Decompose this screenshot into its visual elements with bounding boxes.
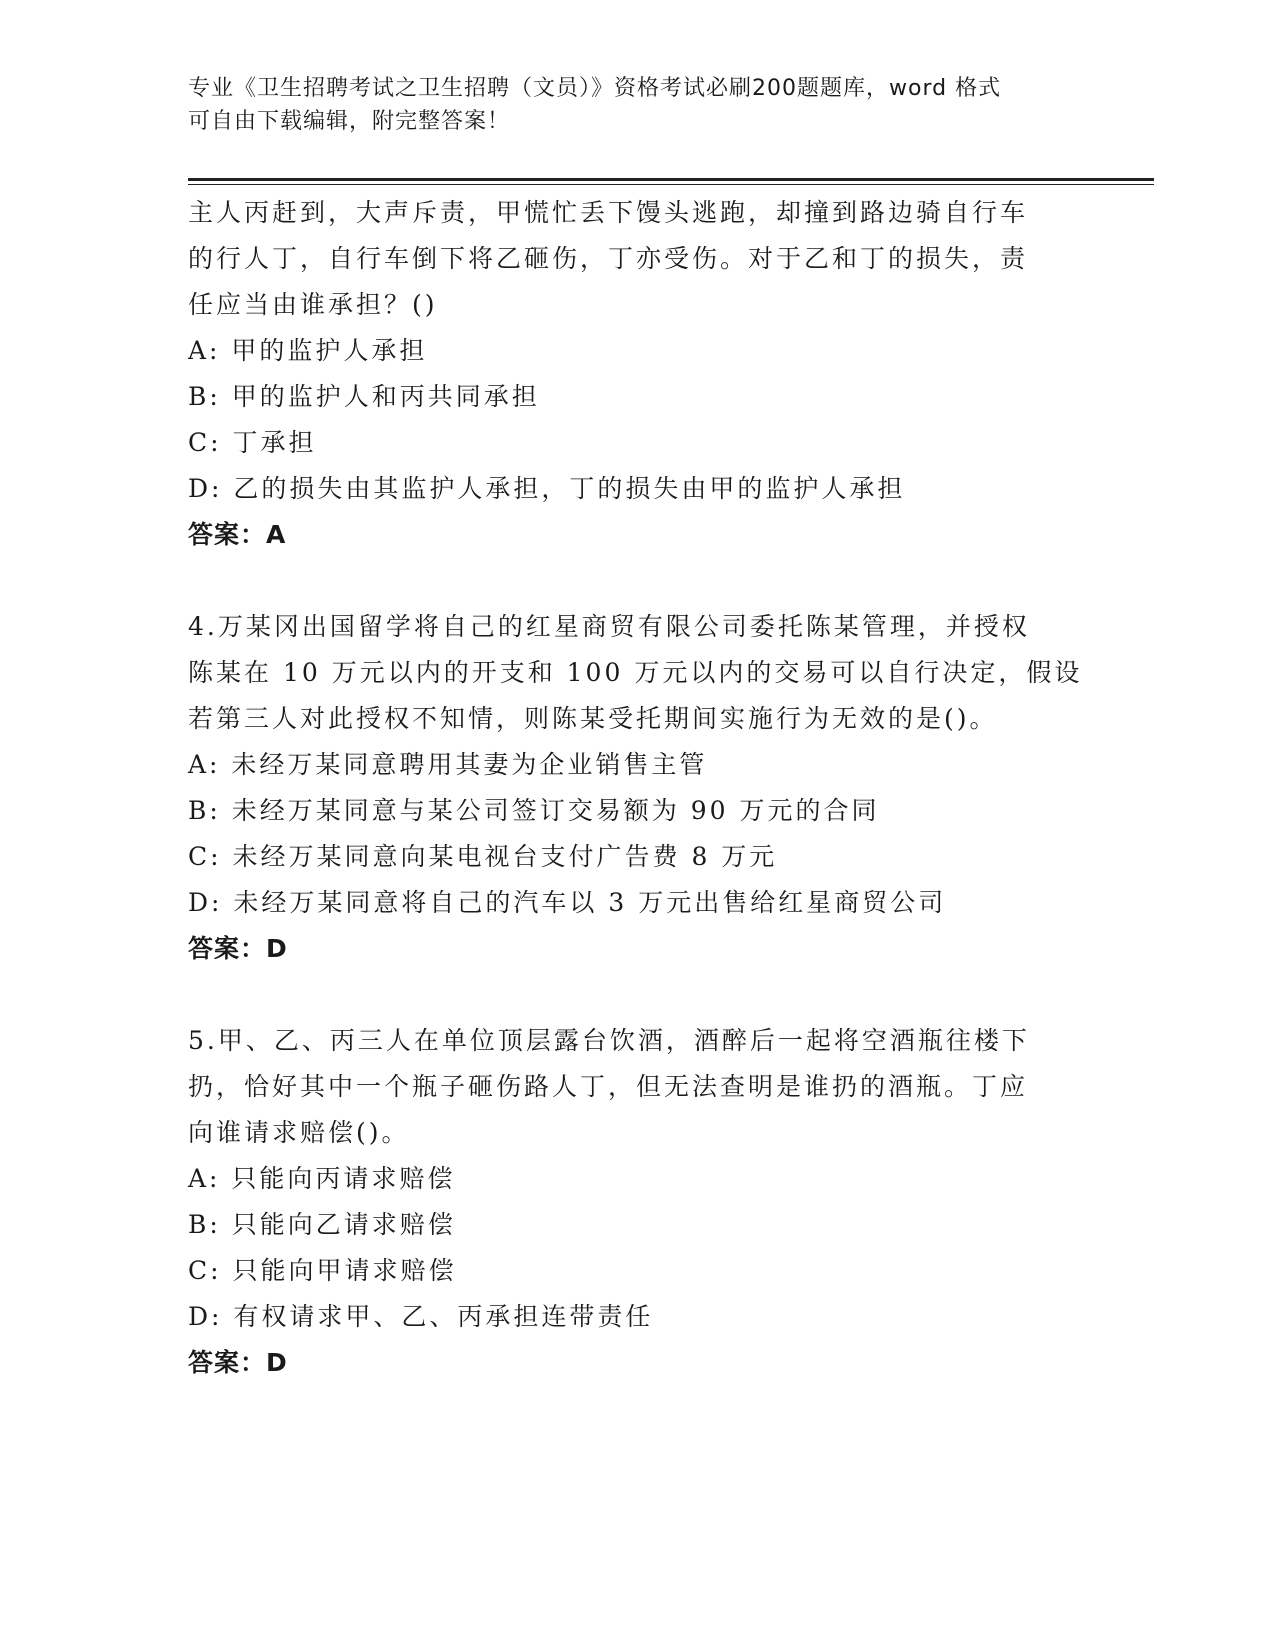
header-divider-thin (188, 184, 1154, 185)
question-text-line: 主人丙赶到，大声斥责，甲慌忙丢下馒头逃跑，却撞到路边骑自行车 (188, 198, 1029, 227)
question-text-line: 4.万某冈出国留学将自己的红星商贸有限公司委托陈某管理，并授权 (188, 612, 1030, 641)
option-c: C: 丁承担 (188, 428, 317, 457)
header-divider-thick (188, 178, 1154, 181)
spacer (188, 972, 1088, 1018)
question-text-line: 的行人丁，自行车倒下将乙砸伤，丁亦受伤。对于乙和丁的损失，责 (188, 244, 1029, 273)
option-a: A: 只能向丙请求赔偿 (188, 1164, 456, 1193)
question-text-line: 若第三人对此授权不知情，则陈某受托期间实施行为无效的是()。 (188, 704, 998, 733)
answer-label: 答案：A (188, 520, 287, 549)
option-c: C: 未经万某同意向某电视台支付广告费 8 万元 (188, 842, 778, 871)
spacer (188, 558, 1088, 604)
answer-label: 答案：D (188, 1348, 288, 1377)
answer-label: 答案：D (188, 934, 288, 963)
question-4 (188, 604, 1088, 972)
option-b: B: 只能向乙请求赔偿 (188, 1210, 456, 1239)
question-3 (188, 190, 1088, 558)
question-text-line: 任应当由谁承担？() (188, 290, 438, 319)
question-text-line: 扔，恰好其中一个瓶子砸伤路人丁，但无法查明是谁扔的酒瓶。丁应 (188, 1072, 1029, 1101)
option-a: A: 甲的监护人承担 (188, 336, 428, 365)
option-c: C: 只能向甲请求赔偿 (188, 1256, 457, 1285)
header-line-2: 可自由下载编辑，附完整答案！ (188, 109, 511, 134)
question-text-line: 向谁请求赔偿()。 (188, 1118, 410, 1147)
question-text-line: 陈某在 10 万元以内的开支和 100 万元以内的交易可以自行决定，假设 (188, 658, 1083, 687)
option-b: B: 未经万某同意与某公司签订交易额为 90 万元的合同 (188, 796, 880, 825)
document-body (188, 190, 1088, 1386)
header-line-1: 专业《卫生招聘考试之卫生招聘（文员）》资格考试必刷200题题库，word 格式 (188, 76, 1002, 101)
question-text-line: 5.甲、乙、丙三人在单位顶层露台饮酒，酒醉后一起将空酒瓶往楼下 (188, 1026, 1030, 1055)
option-d: D: 未经万某同意将自己的汽车以 3 万元出售给红星商贸公司 (188, 888, 947, 917)
option-d: D: 有权请求甲、乙、丙承担连带责任 (188, 1302, 654, 1331)
question-5 (188, 1018, 1088, 1386)
option-b: B: 甲的监护人和丙共同承担 (188, 382, 540, 411)
document-header (188, 72, 1088, 138)
option-a: A: 未经万某同意聘用其妻为企业销售主管 (188, 750, 708, 779)
option-d: D: 乙的损失由其监护人承担，丁的损失由甲的监护人承担 (188, 474, 906, 503)
